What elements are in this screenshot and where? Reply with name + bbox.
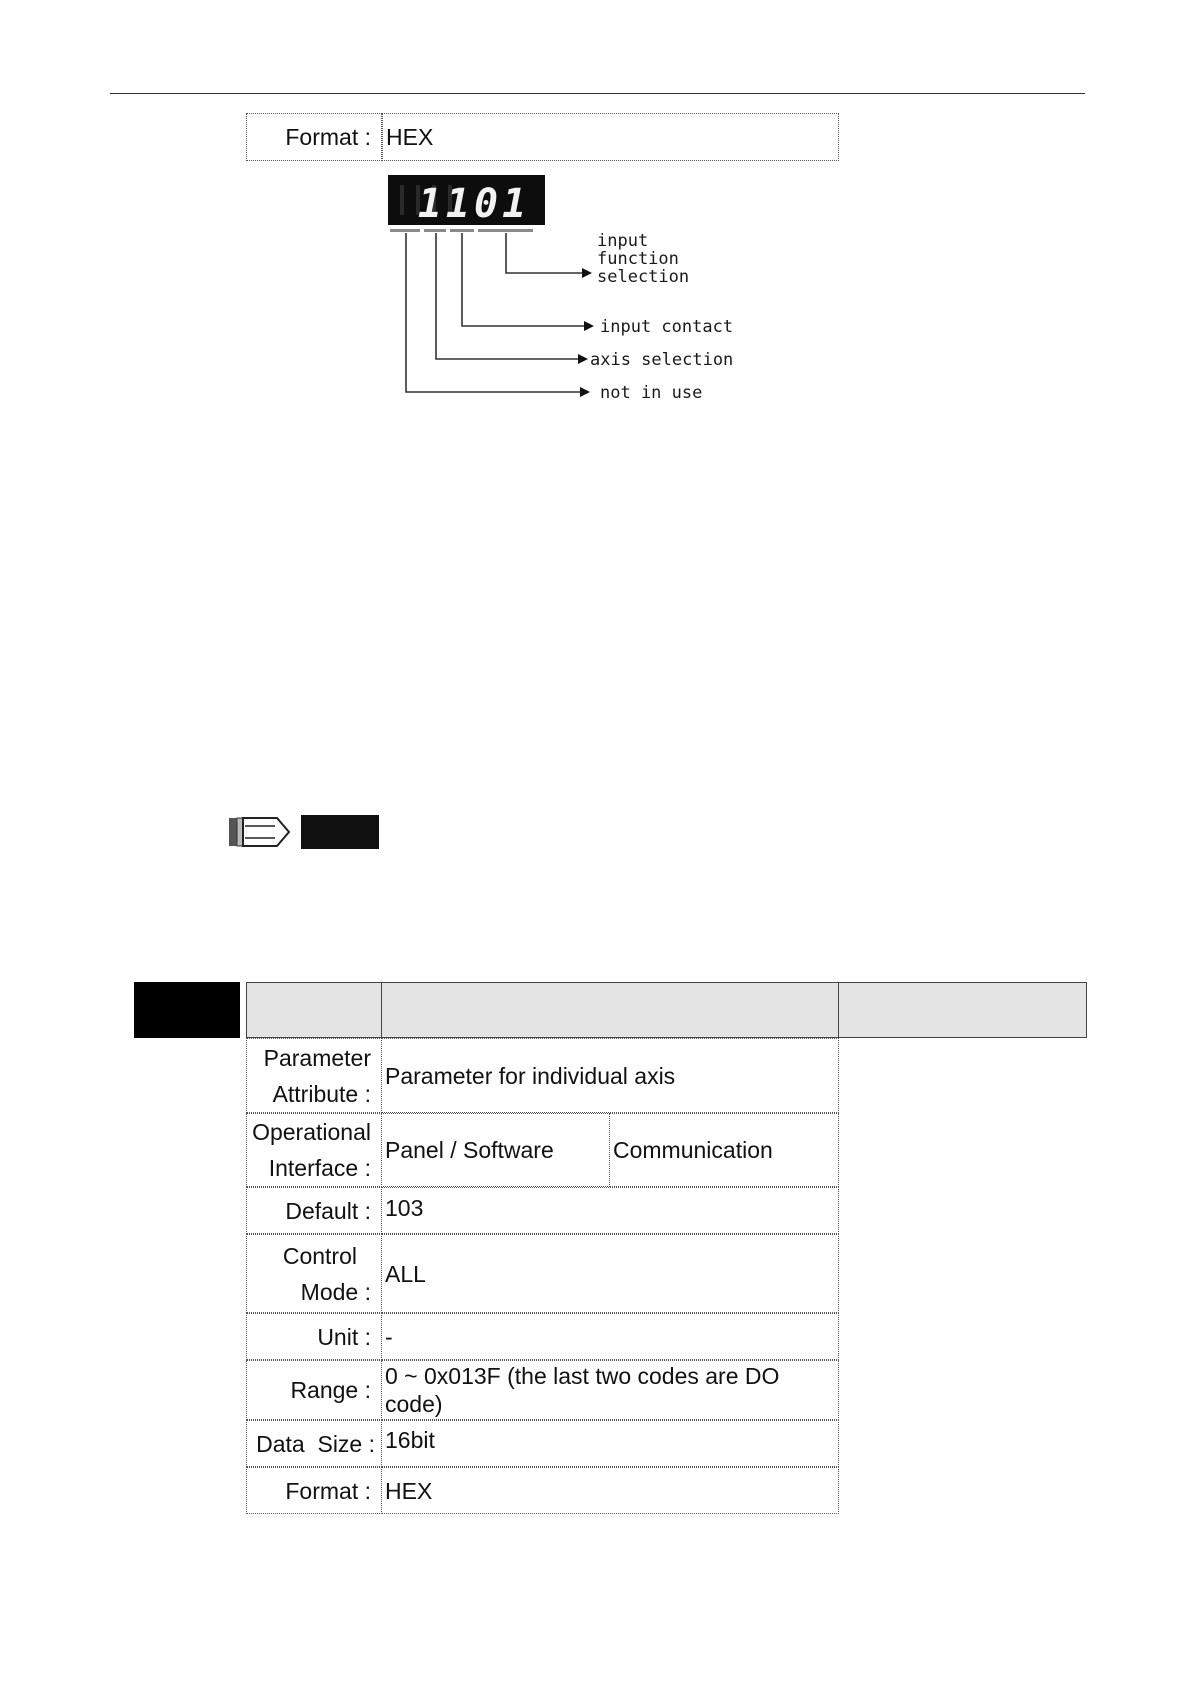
attribute-value-text: Parameter for individual axis	[385, 1062, 676, 1089]
control-mode-label	[246, 1234, 382, 1313]
control-mode-value-text: ALL	[385, 1260, 426, 1287]
label-axis-selection: axis selection	[590, 350, 734, 370]
format-bottom-label-text: Format :	[285, 1477, 371, 1504]
display-format-diagram	[388, 173, 768, 418]
pencil-icon	[227, 812, 381, 852]
data-size-label	[246, 1420, 382, 1467]
unit-value	[381, 1313, 839, 1360]
label-input-contact: input contact	[600, 317, 734, 337]
default-value	[381, 1187, 839, 1234]
format-value	[382, 113, 839, 161]
interface-value-communication-text: Communication	[613, 1137, 773, 1163]
range-value	[381, 1360, 839, 1420]
attribute-label-line1: Parameter	[263, 1044, 371, 1071]
default-label-text: Default :	[285, 1197, 371, 1224]
default-label	[246, 1187, 382, 1234]
connector-arrowheads	[578, 268, 594, 397]
format-label	[246, 113, 382, 161]
format-bottom-label	[246, 1467, 382, 1514]
attribute-value	[381, 1038, 839, 1113]
diagram-svg	[388, 173, 768, 413]
interface-value-panel-text: Panel / Software	[385, 1137, 554, 1163]
data-size-label-text: Data Size :	[256, 1430, 375, 1457]
format-label-text: Format :	[285, 124, 371, 150]
header-rule	[110, 93, 1085, 94]
digit-underlines	[390, 229, 533, 232]
range-label-text: Range :	[290, 1377, 371, 1403]
parameter-code-block	[134, 982, 240, 1038]
label-not-in-use: not in use	[600, 383, 703, 403]
attribute-label	[246, 1038, 382, 1113]
unit-label	[246, 1313, 382, 1360]
data-size-value-text: 16bit	[385, 1427, 435, 1453]
format-bottom-value	[381, 1467, 839, 1514]
connector-lines	[406, 233, 584, 392]
table-header-cell-1	[246, 982, 382, 1038]
unit-value-text: -	[385, 1323, 393, 1350]
control-mode-label-line2: Mode :	[300, 1278, 371, 1305]
control-mode-label-line1: Control	[282, 1242, 357, 1269]
interface-value-communication	[609, 1113, 839, 1187]
attribute-label-line2: Attribute :	[272, 1080, 371, 1107]
led-digits: 1101	[417, 181, 531, 227]
range-label	[246, 1360, 382, 1420]
note-icon	[227, 812, 381, 857]
control-mode-value	[381, 1234, 839, 1313]
label-input-function-2: function	[597, 249, 679, 269]
table-header-cell-2	[381, 982, 839, 1038]
default-value-text: 103	[385, 1195, 424, 1221]
range-value-line2: code)	[385, 1391, 443, 1417]
table-header-cell-3	[838, 982, 1087, 1038]
interface-label-line1: Operational	[252, 1119, 371, 1145]
interface-label	[246, 1113, 382, 1187]
unit-label-text: Unit :	[317, 1323, 371, 1350]
label-input-function-3: selection	[597, 267, 690, 287]
interface-label-line2: Interface :	[268, 1155, 371, 1181]
data-size-value	[381, 1420, 839, 1467]
range-value-line1: 0 ~ 0x013F (the last two codes are DO	[385, 1363, 780, 1389]
format-bottom-value-text: HEX	[385, 1477, 433, 1504]
format-value-text: HEX	[386, 124, 434, 150]
label-input-function-1: input	[597, 231, 649, 251]
interface-value-panel	[381, 1113, 610, 1187]
